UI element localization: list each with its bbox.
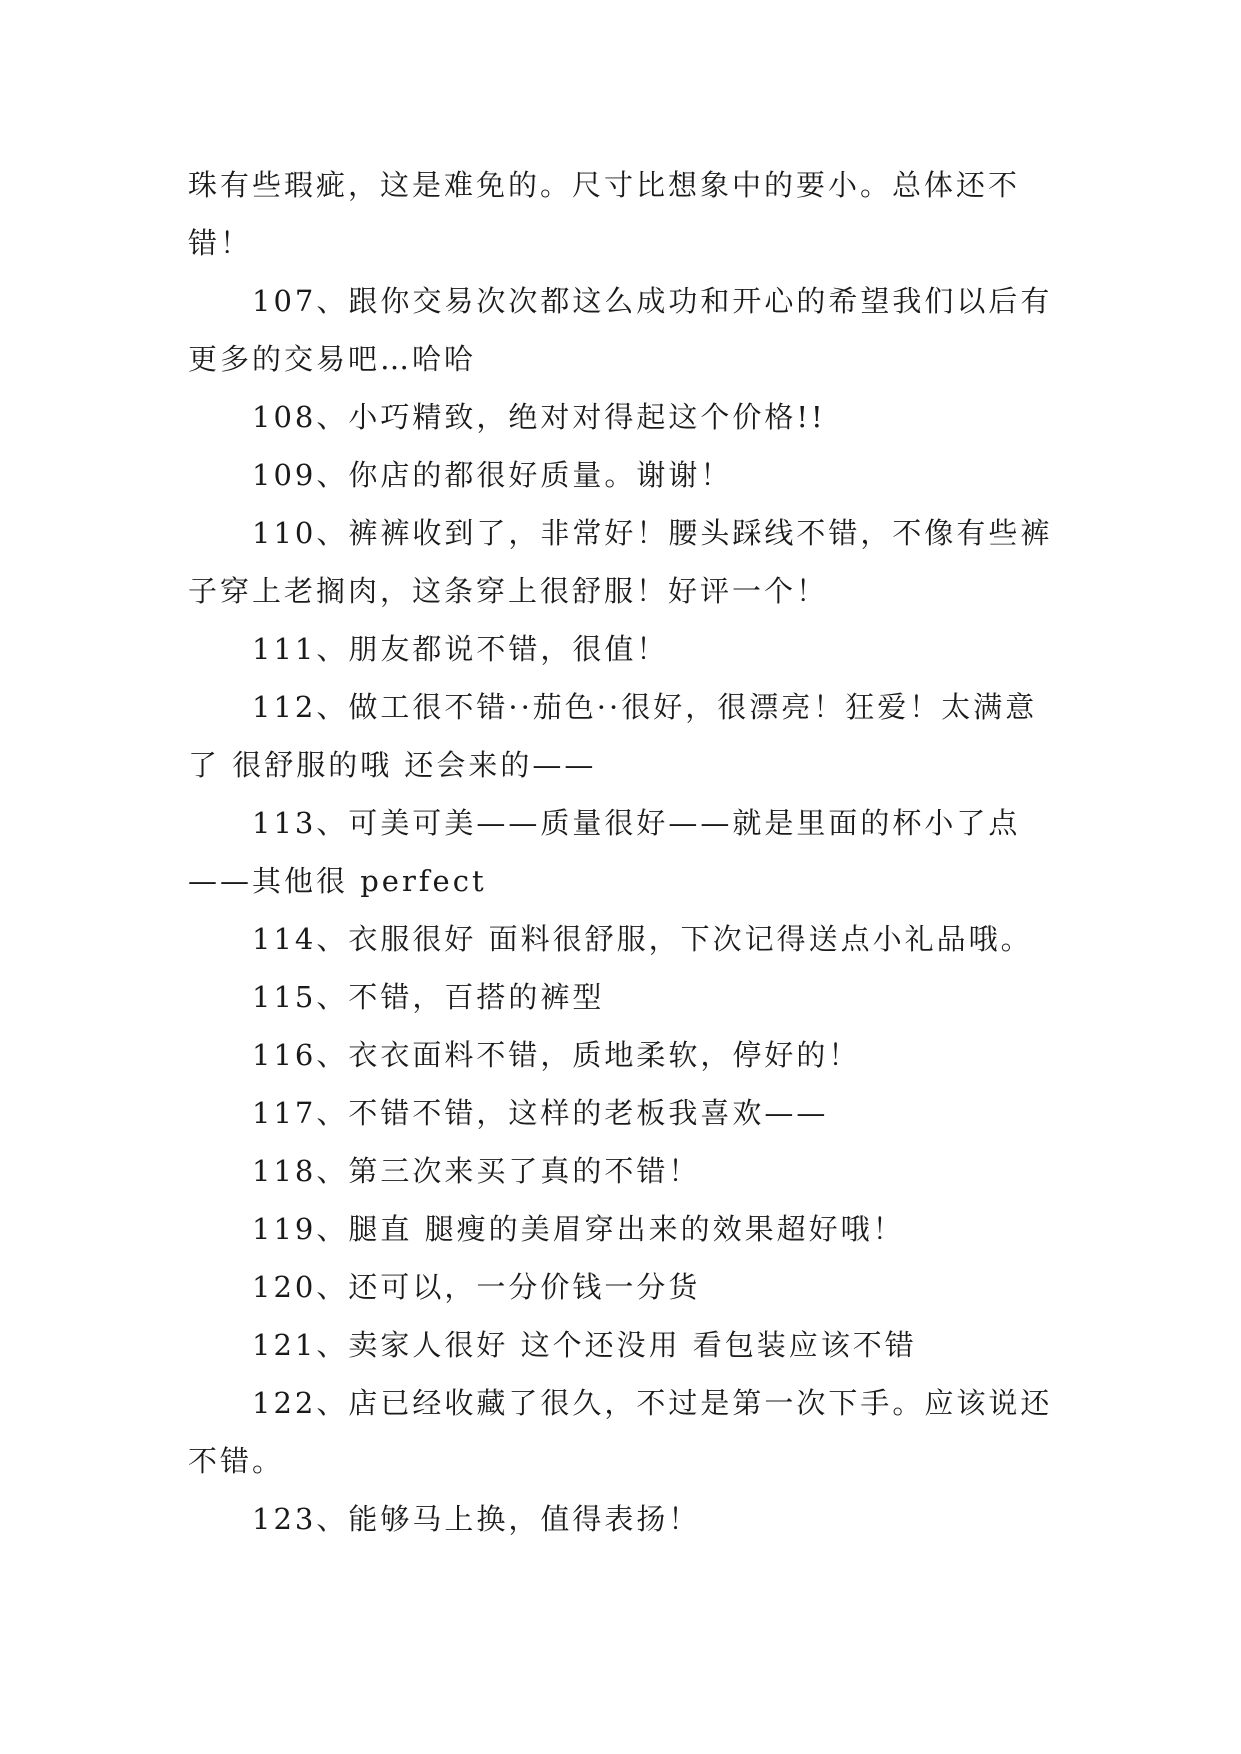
- review-item-122: 122、店已经收藏了很久，不过是第一次下手。应该说还不错。: [188, 1386, 1053, 1478]
- review-item-123: 123、能够马上换，值得表扬！: [252, 1502, 701, 1536]
- paragraph-continuation: 珠有些瑕疵，这是难免的。尺寸比想象中的要小。总体还不错！: [188, 168, 1021, 260]
- review-item-121: 121、卖家人很好 这个还没用 看包装应该不错: [252, 1328, 917, 1362]
- document-body: [188, 156, 1058, 1548]
- review-item-112: 112、做工很不错··茄色··很好，很漂亮！狂爱！太满意了 很舒服的哦 还会来的——: [188, 690, 1038, 782]
- review-item-118: 118、第三次来买了真的不错！: [252, 1154, 701, 1188]
- review-item-110: 110、裤裤收到了，非常好！腰头踩线不错，不像有些裤子穿上老搁肉，这条穿上很舒服！好评一个！: [188, 516, 1053, 608]
- review-item-108: 108、小巧精致，绝对对得起这个价格!!: [252, 400, 826, 434]
- review-item-116: 116、衣衣面料不错，质地柔软，停好的！: [252, 1038, 861, 1072]
- review-item-109: 109、你店的都很好质量。谢谢！: [252, 458, 733, 492]
- review-item-111: 111、朋友都说不错，很值！: [252, 632, 669, 666]
- review-item-114: 114、衣服很好 面料很舒服，下次记得送点小礼品哦。: [252, 922, 1033, 956]
- review-item-117: 117、不错不错，这样的老板我喜欢——: [252, 1096, 829, 1130]
- review-item-119: 119、腿直 腿瘦的美眉穿出来的效果超好哦！: [252, 1212, 905, 1246]
- review-item-113: 113、可美可美——质量很好——就是里面的杯小了点——其他很 perfect: [188, 806, 1021, 898]
- review-item-107: 107、跟你交易次次都这么成功和开心的希望我们以后有更多的交易吧…哈哈: [188, 284, 1053, 376]
- review-item-120: 120、还可以，一分价钱一分货: [252, 1270, 701, 1304]
- review-item-115: 115、不错，百搭的裤型: [252, 980, 605, 1014]
